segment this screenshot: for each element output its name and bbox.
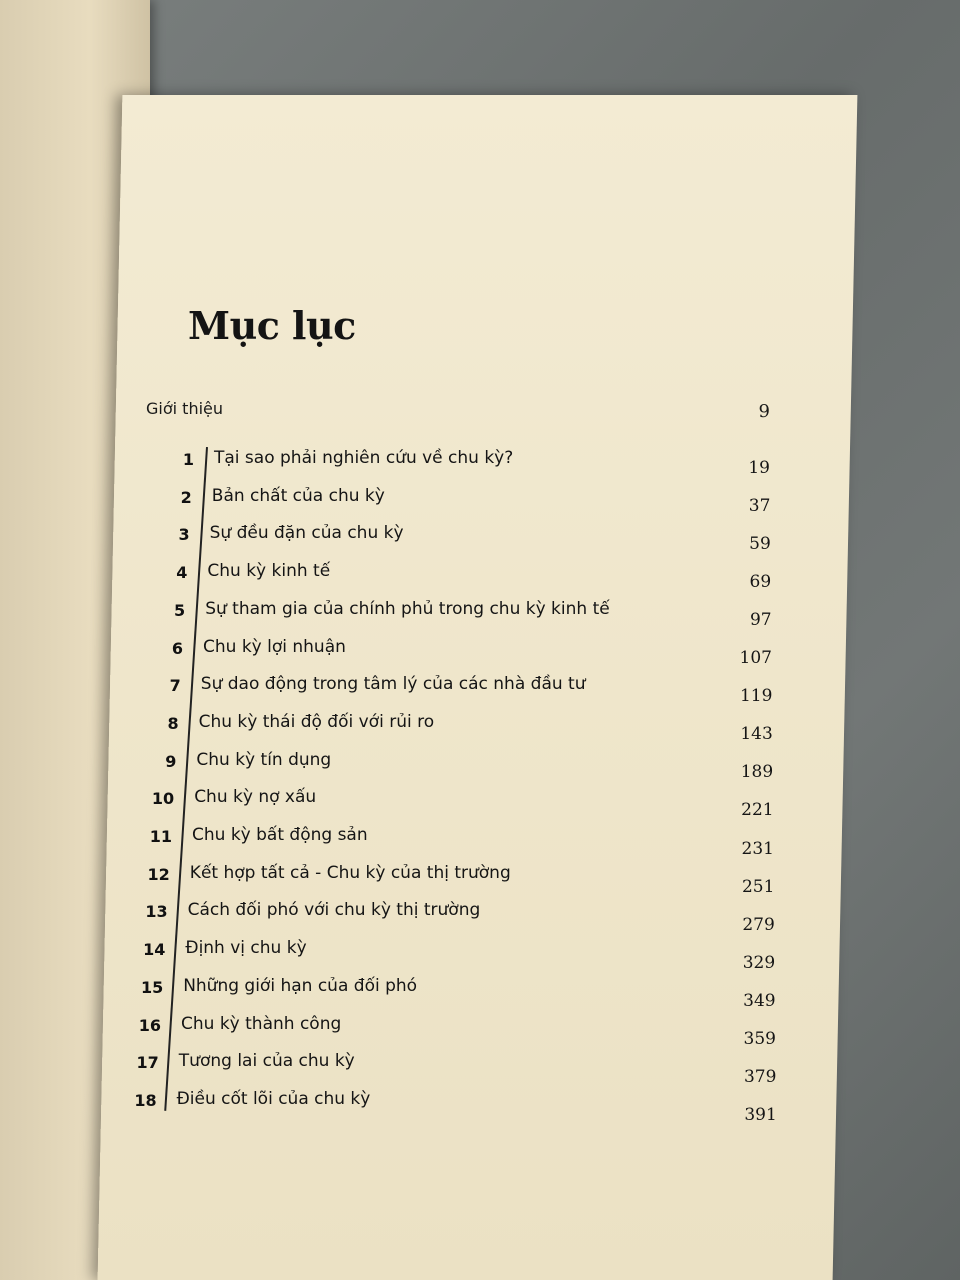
chapter-page-number: 359: [743, 1028, 776, 1049]
toc-row: [130, 711, 810, 745]
chapter-title: Chu kỳ thành công: [181, 1013, 342, 1034]
toc-row: [130, 938, 810, 973]
chapter-number: 10: [151, 789, 175, 809]
chapter-number: 11: [149, 827, 172, 846]
chapter-title: Những giới hạn của đối phó: [183, 975, 418, 996]
chapter-page-number: 119: [739, 686, 773, 707]
chapter-number: 7: [169, 676, 181, 696]
chapter-number: 6: [171, 638, 183, 658]
chapter-number: 18: [134, 1090, 157, 1110]
chapter-number: 16: [138, 1015, 161, 1035]
toc-row: [130, 561, 810, 591]
chapter-page-number: 143: [740, 724, 773, 745]
chapter-page-number: 329: [742, 952, 776, 973]
toc-content: [130, 95, 810, 1275]
chapter-page-number: 37: [748, 496, 771, 517]
chapter-title: Điều cốt lõi của chu kỳ: [176, 1088, 371, 1109]
toc-row: [130, 749, 810, 783]
toc-row: [130, 825, 810, 859]
chapter-page-number: 391: [744, 1104, 777, 1125]
chapter-title: Cách đối phó với chu kỳ thị trường: [187, 900, 481, 921]
chapter-number: 5: [174, 600, 186, 620]
toc-row: [130, 674, 810, 707]
toc-row: [130, 637, 810, 667]
chapter-number: 9: [165, 751, 177, 771]
toc-row: [130, 1051, 810, 1087]
chapter-title: Chu kỳ tín dụng: [196, 749, 332, 770]
chapter-title: Tương lai của chu kỳ: [178, 1051, 355, 1072]
chapter-number: 12: [147, 864, 170, 884]
chapter-page-number: 379: [743, 1066, 777, 1087]
toc-row: [130, 486, 810, 516]
chapter-page-number: 221: [741, 800, 774, 821]
chapter-title: Chu kỳ thái độ đối với rủi ro: [198, 711, 435, 732]
chapter-title: Sự dao động trong tâm lý của các nhà đầu tư: [200, 674, 586, 695]
chapter-page-number: 19: [748, 458, 770, 478]
chapter-title: Chu kỳ nợ xấu: [194, 787, 317, 808]
toc-row: [130, 523, 810, 553]
chapter-title: Sự đều đặn của chu kỳ: [209, 523, 404, 544]
chapter-number: 1: [182, 450, 194, 469]
toc-row: [130, 787, 810, 821]
chapter-page-number: 349: [743, 990, 776, 1011]
toc-row: [130, 599, 810, 629]
chapter-page-number: 251: [741, 876, 775, 897]
chapter-title: Chu kỳ lợi nhuận: [203, 636, 346, 657]
chapter-page-number: 279: [742, 914, 775, 935]
chapter-number: 13: [145, 902, 168, 922]
chapter-number: 15: [140, 977, 164, 997]
chapter-number: 8: [167, 713, 179, 733]
chapter-page-number: 59: [749, 534, 771, 555]
intro-label: Giới thiệu: [146, 399, 224, 418]
intro-page-number: 9: [758, 401, 770, 422]
chapter-number: 14: [143, 940, 166, 960]
chapter-page-number: 231: [741, 838, 774, 859]
chapter-title: Bản chất của chu kỳ: [211, 485, 385, 506]
chapter-title: Sự tham gia của chính phủ trong chu kỳ kinh tế: [205, 598, 610, 619]
page-title: Mục lục: [188, 303, 356, 348]
chapter-title: Định vị chu kỳ: [185, 938, 307, 959]
toc-row: [130, 900, 810, 935]
chapter-page-number: 97: [749, 610, 772, 631]
chapter-page-number: 189: [740, 762, 774, 783]
chapter-number: 2: [180, 487, 192, 507]
chapter-title: Tại sao phải nghiên cứu về chu kỳ?: [214, 448, 514, 468]
chapter-number: 17: [136, 1053, 159, 1073]
chapter-title: Kết hợp tất cả - Chu kỳ của thị trường: [189, 862, 511, 883]
chapter-page-number: 69: [749, 572, 772, 593]
toc-row: [130, 1088, 810, 1125]
toc-row: [130, 1013, 810, 1049]
chapter-number: 4: [176, 563, 188, 583]
chapter-title: Chu kỳ kinh tế: [207, 561, 331, 582]
chapter-number: 3: [178, 525, 190, 545]
toc-row: [130, 862, 810, 897]
chapter-title: Chu kỳ bất động sản: [192, 825, 368, 845]
toc-row: [130, 448, 810, 478]
toc-row: [130, 975, 810, 1011]
chapter-page-number: 107: [739, 648, 772, 669]
